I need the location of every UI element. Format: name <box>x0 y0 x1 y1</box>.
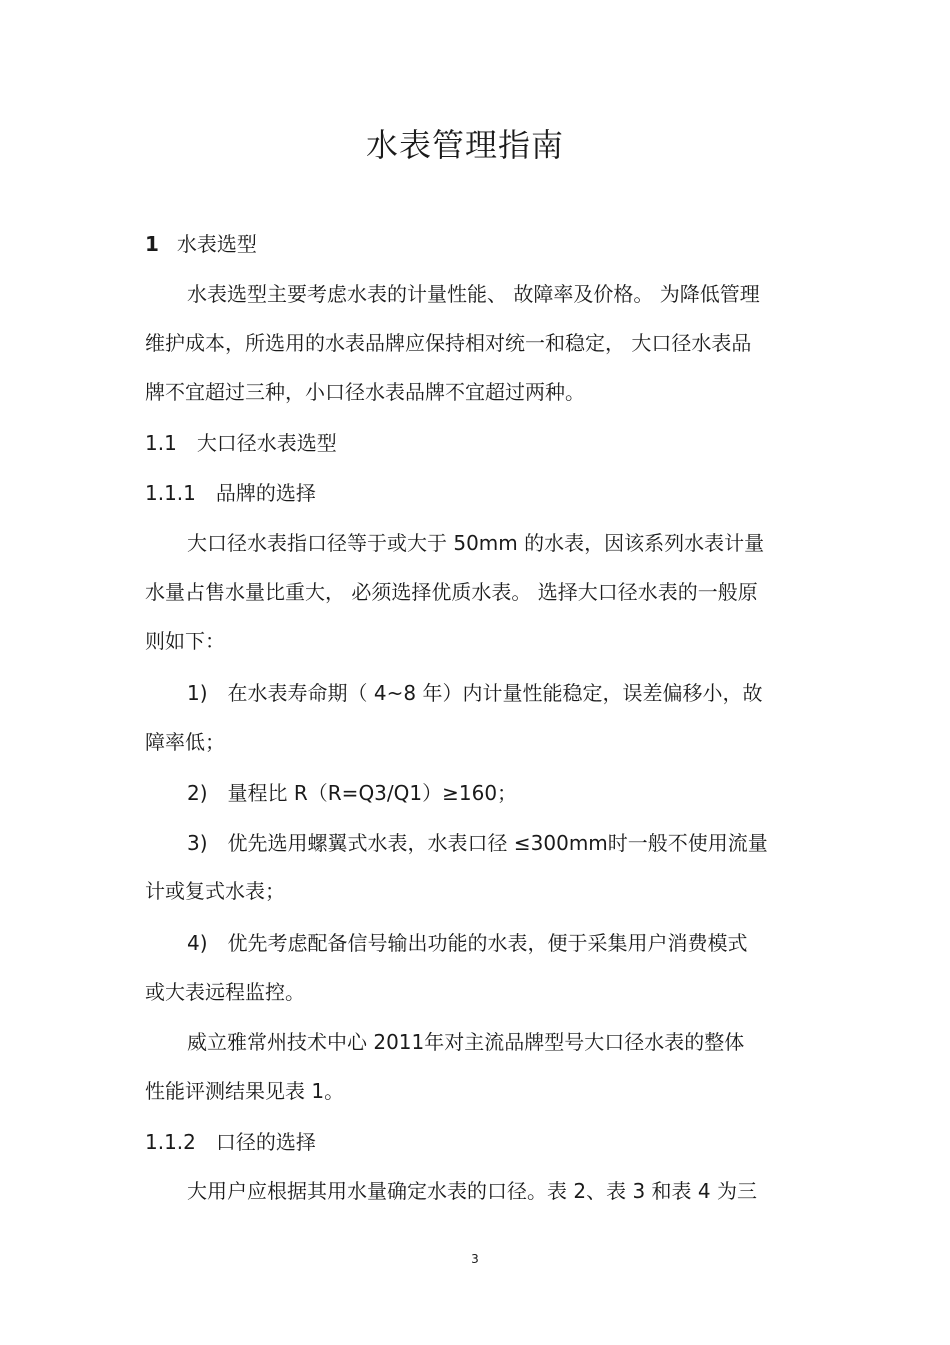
section-number: 1.1.1 <box>145 481 196 505</box>
list-text: 在水表寿命期（ 4~8 年）内计量性能稳定，误差偏移小，故 <box>227 681 763 705</box>
section-title: 大口径水表选型 <box>196 431 337 455</box>
list-item-4 <box>187 929 748 957</box>
paragraph-line: 牌不宜超过三种，小口径水表品牌不宜超过两种。 <box>145 380 585 404</box>
list-text: 量程比 R（R=Q3/Q1）≥160； <box>227 781 518 805</box>
section-heading-1-1 <box>145 429 337 457</box>
list-number: 3) <box>187 831 208 855</box>
paragraph-line: 维护成本，所选用的水表品牌应保持相对统一和稳定， 大口径水表品 <box>145 331 752 355</box>
section-heading-1-1-1 <box>145 479 316 507</box>
section-heading-1 <box>145 230 257 258</box>
paragraph-line: 威立雅常州技术中心 2011年对主流品牌型号大口径水表的整体 <box>187 1030 745 1054</box>
section-title: 品牌的选择 <box>215 481 316 505</box>
paragraph-line: 水量占售水量比重大， 必须选择优质水表。 选择大口径水表的一般原 <box>145 580 758 604</box>
list-number: 2) <box>187 781 208 805</box>
section-heading-1-1-2 <box>145 1128 316 1156</box>
list-number: 1) <box>187 681 208 705</box>
document-title: 水表管理指南 <box>365 126 564 164</box>
section-title: 口径的选择 <box>215 1130 316 1154</box>
paragraph-line: 性能评测结果见表 1。 <box>145 1079 345 1103</box>
list-text: 优先选用螺翼式水表，水表口径 ≤300mm时一般不使用流量 <box>227 831 768 855</box>
paragraph-line: 大口径水表指口径等于或大于 50mm 的水表，因该系列水表计量 <box>187 531 765 555</box>
list-item-2 <box>187 779 517 807</box>
section-number: 1.1.2 <box>145 1130 196 1154</box>
paragraph-line: 水表选型主要考虑水表的计量性能、 故障率及价格。 为降低管理 <box>187 282 760 306</box>
list-item-1 <box>187 679 762 707</box>
section-title: 水表选型 <box>176 232 257 256</box>
page-number: 3 <box>471 1252 479 1266</box>
section-number: 1 <box>145 232 159 256</box>
section-number: 1.1 <box>145 431 177 455</box>
list-text: 优先考虑配备信号输出功能的水表，便于采集用户消费模式 <box>227 931 748 955</box>
list-item-3 <box>187 829 768 857</box>
list-item-3-continuation: 计或复式水表； <box>145 879 285 903</box>
paragraph-line: 则如下： <box>145 629 225 653</box>
list-number: 4) <box>187 931 208 955</box>
list-item-4-continuation: 或大表远程监控。 <box>145 980 305 1004</box>
list-item-1-continuation: 障率低； <box>145 730 225 754</box>
paragraph-line: 大用户应根据其用水量确定水表的口径。表 2、表 3 和表 4 为三 <box>187 1179 757 1203</box>
